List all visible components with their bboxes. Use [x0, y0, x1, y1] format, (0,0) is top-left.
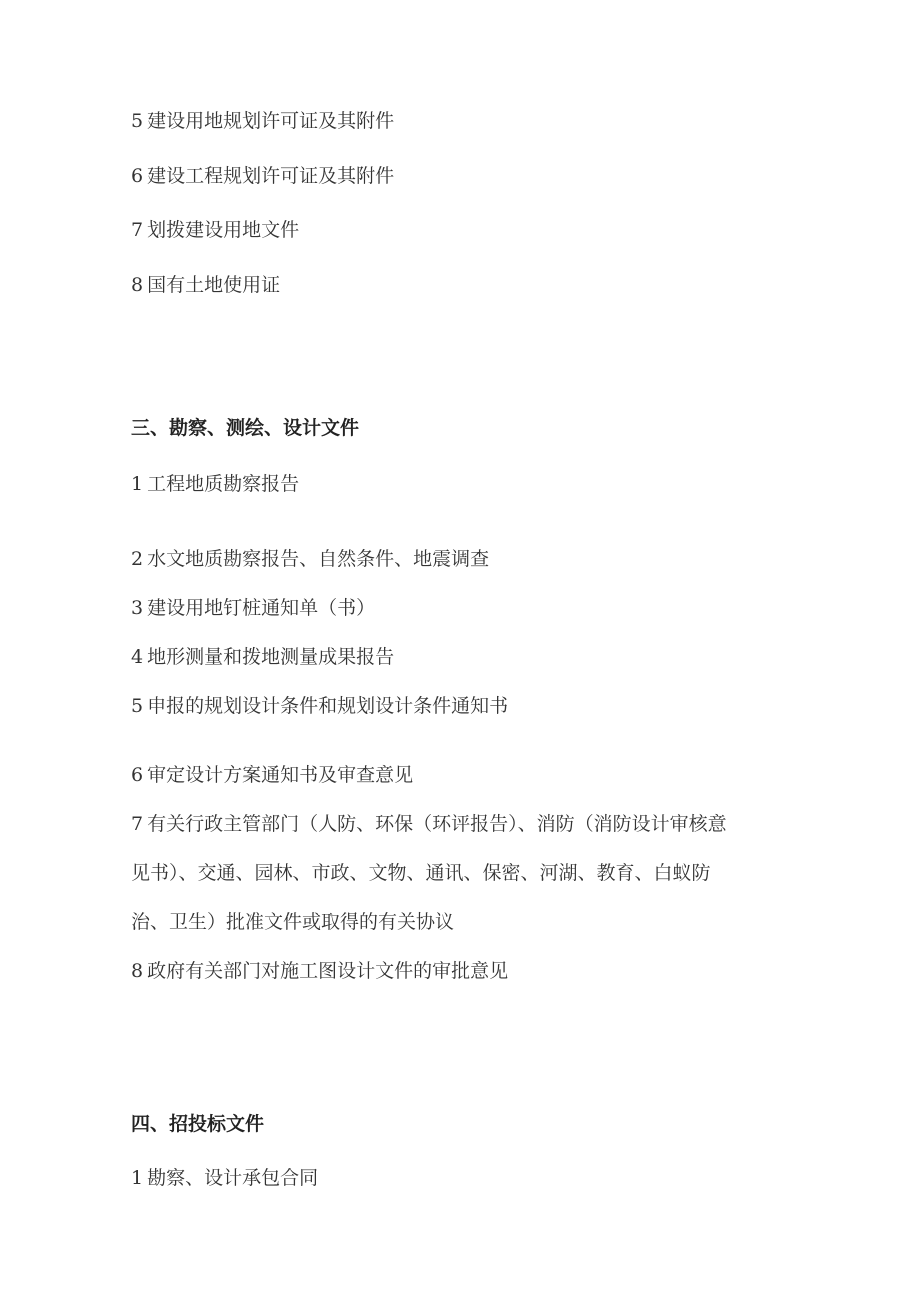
list-item: 5 申报的规划设计条件和规划设计条件通知书 — [131, 695, 509, 717]
list-item: 7 划拨建设用地文件 — [131, 219, 300, 241]
list-item: 2 水文地质勘察报告、自然条件、地震调查 — [131, 548, 490, 570]
list-item: 6 建设工程规划许可证及其附件 — [131, 165, 395, 187]
list-item: 4 地形测量和拨地测量成果报告 — [131, 646, 395, 668]
list-item-continuation: 见书）、交通、园林、市政、文物、通讯、保密、河湖、教育、白蚁防 — [131, 862, 711, 884]
list-item: 8 国有土地使用证 — [131, 274, 281, 296]
list-item-continuation: 治、卫生）批准文件或取得的有关协议 — [131, 911, 455, 933]
list-item: 1 工程地质勘察报告 — [131, 473, 300, 495]
list-item: 3 建设用地钉桩通知单（书） — [131, 597, 376, 619]
list-item: 6 审定设计方案通知书及审查意见 — [131, 764, 414, 786]
list-item: 1 勘察、设计承包合同 — [131, 1167, 319, 1189]
section-heading: 四、招投标文件 — [131, 1113, 265, 1135]
list-item: 8 政府有关部门对施工图设计文件的审批意见 — [131, 960, 509, 982]
section-heading: 三、勘察、测绘、设计文件 — [131, 417, 360, 439]
list-item: 7 有关行政主管部门（人防、环保（环评报告）、消防（消防设计审核意 — [131, 813, 727, 835]
list-item: 5 建设用地规划许可证及其附件 — [131, 110, 395, 132]
